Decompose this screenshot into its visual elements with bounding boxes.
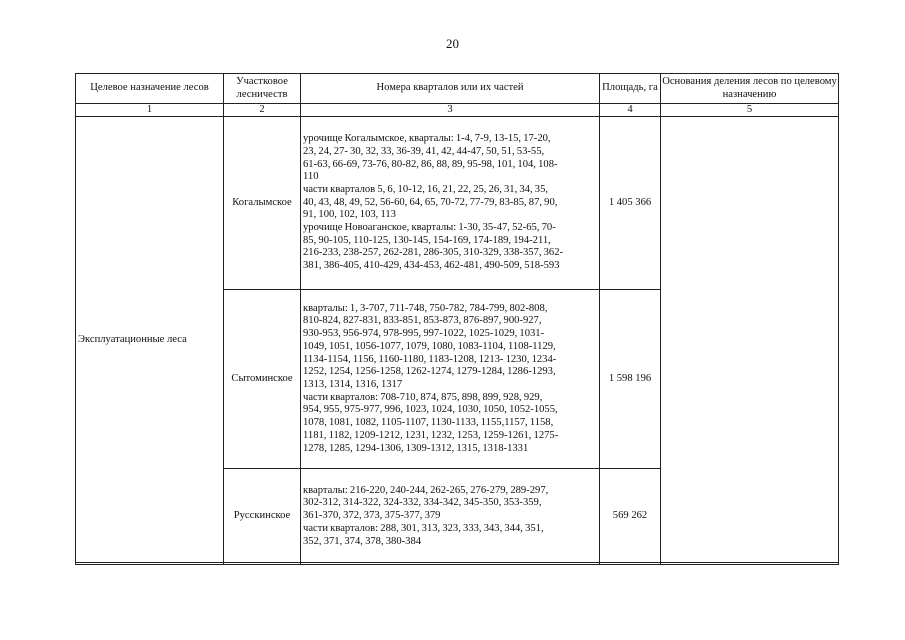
quarter-line: 1049, 1051, 1056-1077, 1079, 1080, 1083-1104, 1108-1129, — [303, 340, 556, 352]
column-number-row — [76, 104, 839, 117]
quarter-line: 23, 24, 27- 30, 32, 33, 36-39, 41, 42, 44-47, 50, 51, 53-55, — [303, 145, 545, 157]
quarter-line: кварталы: 1, 3-707, 711-748, 750-782, 784-799, 802-808, — [303, 302, 548, 314]
area-cell: 1 598 196 — [600, 290, 661, 469]
forestry-cell: Русскинское — [224, 469, 301, 565]
quarter-line: 361-370, 372, 373, 375-377, 379 — [303, 510, 441, 522]
quarter-line: 381, 386-405, 410-429, 434-453, 462-481, 490-509, 518-593 — [303, 260, 560, 272]
table-bottom-rule — [75, 562, 838, 563]
quarter-line: 1252, 1254, 1256-1258, 1262-1274, 1279-1284, 1286-1293, — [303, 366, 556, 378]
purpose-cell: Эксплуатационные леса — [76, 117, 224, 565]
quarter-line: 1134-1154, 1156, 1160-1180, 1183-1208, 1213- 1230, 1234- — [303, 353, 557, 365]
quarter-line: 1181, 1182, 1209-1212, 1231, 1232, 1253, 1259-1261, 1275- — [303, 429, 559, 441]
forest-purpose-table — [75, 73, 839, 565]
quarter-line: 61-63, 66-69, 73-76, 80-82, 86, 88, 89, 95-98, 101, 104, 108- — [303, 158, 558, 170]
quarter-line: части кварталов: 288, 301, 313, 323, 333, 343, 344, 351, — [303, 522, 544, 534]
page-number: 20 — [446, 36, 459, 51]
quarters-cell — [301, 117, 600, 290]
quarter-line: 40, 43, 48, 49, 52, 56-60, 64, 65, 70-72, 77-79, 83-85, 87, 90, — [303, 196, 558, 208]
quarter-line: 1313, 1314, 1316, 1317 — [303, 379, 403, 390]
forestry-cell: Сытоминское — [224, 290, 301, 469]
header-purpose: Целевое назначение лесов — [76, 74, 224, 104]
quarter-line: 1078, 1081, 1082, 1105-1107, 1130-1133, 1155,1157, 1158, — [303, 417, 554, 429]
quarter-line: кварталы: 216-220, 240-244, 262-265, 276-279, 289-297, — [303, 484, 549, 496]
quarter-line: 91, 100, 102, 103, 113 — [303, 209, 396, 221]
quarter-line: 216-233, 238-257, 262-281, 286-305, 310-329, 338-357, 362- — [303, 247, 564, 259]
header-forestry: Участковое лесничеств — [224, 74, 301, 104]
header-area: Площадь, га — [600, 74, 661, 104]
quarter-line: части кварталов 5, 6, 10-12, 16, 21, 22, 25, 26, 31, 34, 35, — [303, 183, 549, 195]
quarter-line: 1278, 1285, 1294-1306, 1309-1312, 1315, 1318-1331 — [303, 442, 529, 454]
column-number: 4 — [600, 104, 661, 117]
quarter-line: 810-824, 827-831, 833-851, 853-873, 876-897, 900-927, — [303, 315, 542, 327]
quarter-line: 954, 955, 975-977, 996, 1023, 1024, 1030, 1050, 1052-1055, — [303, 404, 558, 416]
basis-cell — [661, 117, 839, 565]
quarter-line: 110 — [303, 171, 319, 183]
quarter-line: урочище Новоаганское, кварталы: 1-30, 35-47, 52-65, 70- — [303, 222, 556, 234]
area-cell: 569 262 — [600, 469, 661, 565]
table-row — [76, 117, 839, 290]
forestry-cell: Когалымское — [224, 117, 301, 290]
header-quarters: Номера кварталов или их частей — [301, 74, 600, 104]
column-number: 1 — [76, 104, 224, 117]
area-cell: 1 405 366 — [600, 117, 661, 290]
quarter-line: урочище Когалымское, кварталы: 1-4, 7-9, 13-15, 17-20, — [303, 133, 551, 145]
quarter-line: части кварталов: 708-710, 874, 875, 898, 899, 928, 929, — [303, 391, 543, 403]
column-number: 3 — [301, 104, 600, 117]
column-number: 5 — [661, 104, 839, 117]
quarter-line: 85, 90-105, 110-125, 130-145, 154-169, 174-189, 194-211, — [303, 234, 551, 246]
quarters-cell — [301, 469, 600, 565]
header-basis: Основания деления лесов по целевому назначению — [661, 74, 839, 104]
column-number: 2 — [224, 104, 301, 117]
quarters-cell — [301, 290, 600, 469]
quarter-line: 930-953, 956-974, 978-995, 997-1022, 1025-1029, 1031- — [303, 328, 545, 340]
quarter-line: 302-312, 314-322, 324-332, 334-342, 345-350, 353-359, — [303, 497, 542, 509]
table-header-row — [76, 74, 839, 104]
quarter-line: 352, 371, 374, 378, 380-384 — [303, 535, 422, 547]
